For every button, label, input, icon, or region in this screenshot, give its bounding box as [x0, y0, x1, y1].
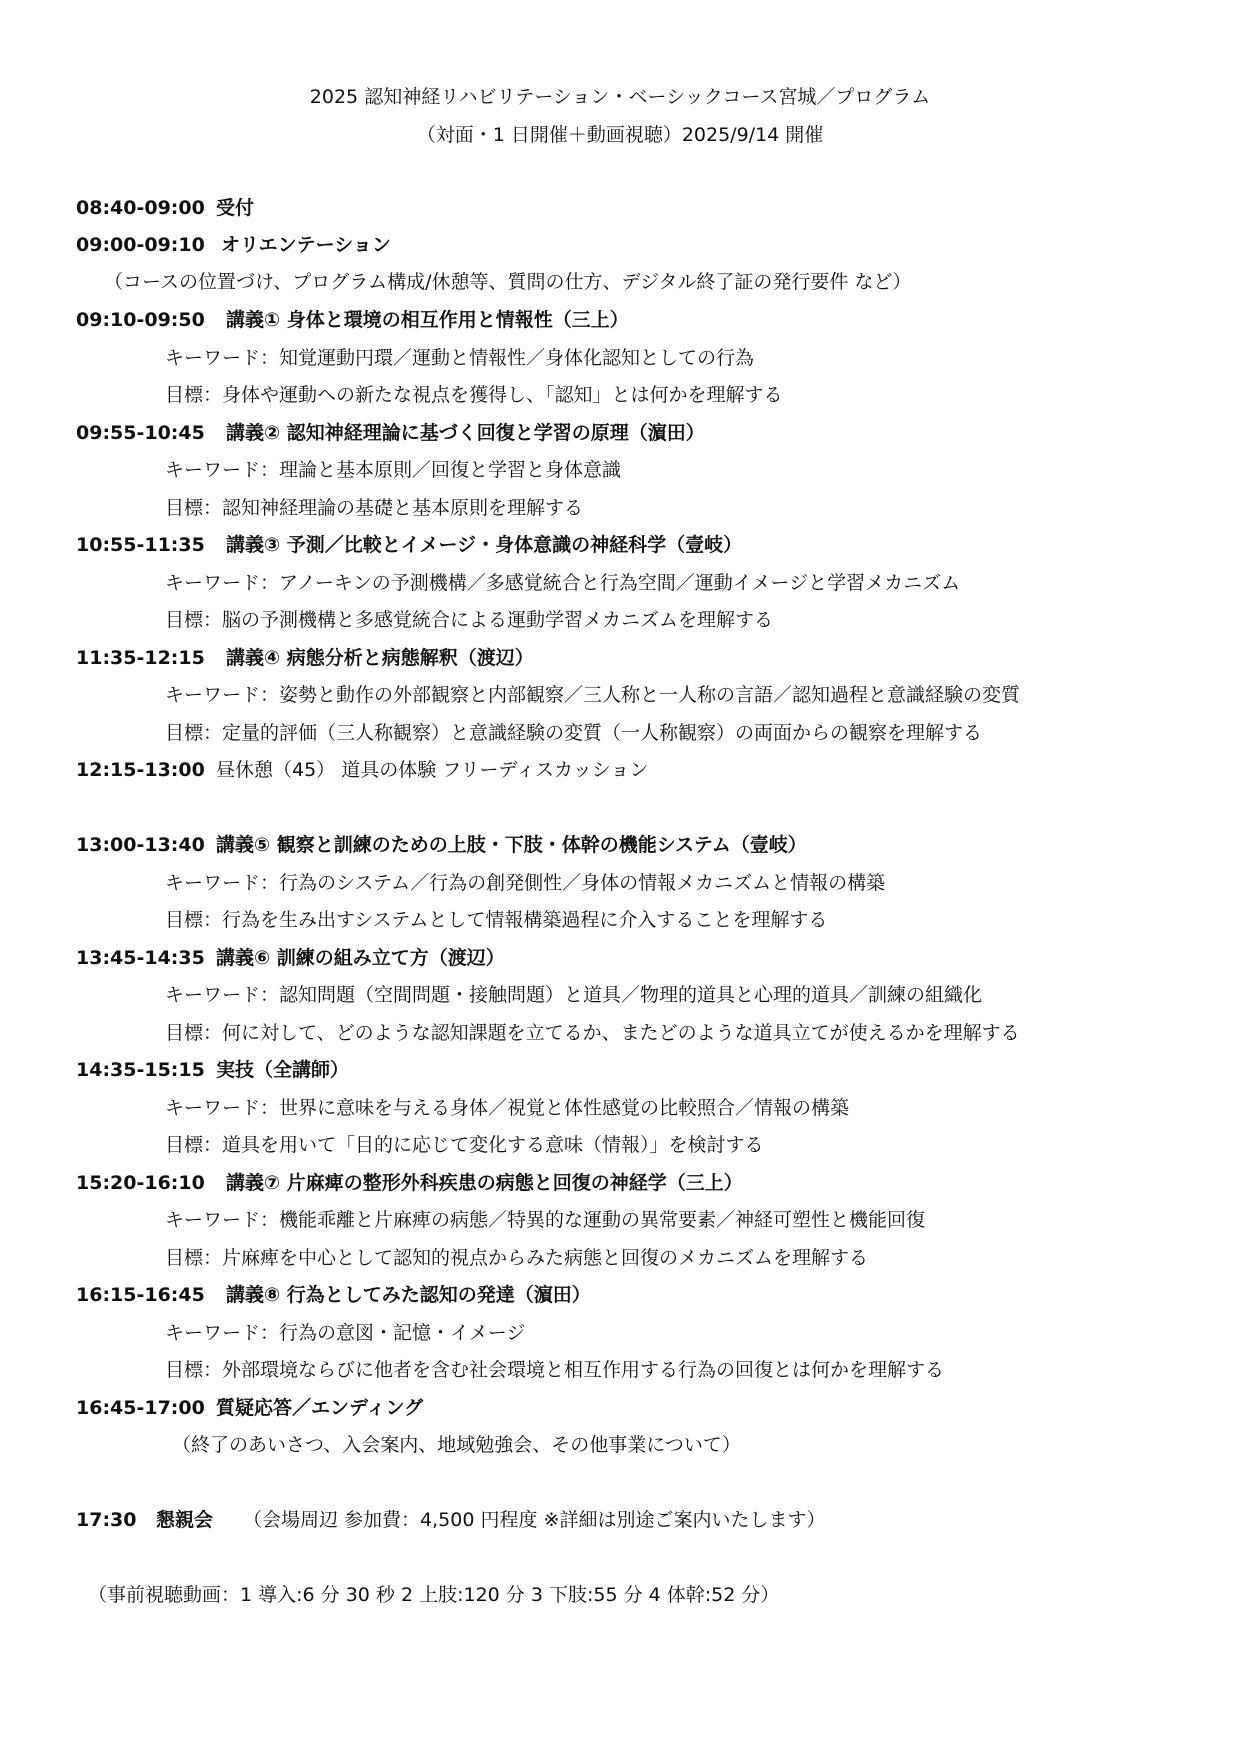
schedule-label: 講義① 身体と環境の相互作用と情報性（三上）: [226, 309, 629, 331]
schedule-label: 講義③ 予測／比較とイメージ・身体意識の神経科学（壹岐）: [226, 534, 743, 556]
schedule-label: オリエンテーション: [221, 234, 391, 256]
schedule-label: 講義② 認知神経理論に基づく回復と学習の原理（濵田）: [226, 422, 705, 444]
lecture-7-keywords: キーワード：機能乖離と片麻痺の病態／特異的な運動の異常要素／神経可塑性と機能回復: [165, 1209, 926, 1231]
party-note: （会場周辺 参加費：4,500 円程度 ※詳細は別途ご案内いたします）: [243, 1509, 826, 1531]
schedule-row-lecture-4: [76, 646, 534, 670]
lecture-2-keywords: キーワード：理論と基本原則／回復と学習と身体意識: [165, 459, 622, 481]
schedule-time: 13:00-13:40: [76, 834, 205, 856]
party-time: 17:30: [76, 1509, 137, 1531]
schedule-row-lecture-7: [76, 1171, 743, 1195]
lecture-2-goal: 目標：認知神経理論の基礎と基本原則を理解する: [165, 497, 584, 519]
ending-note: （終了のあいさつ、入会案内、地域勉強会、その他事業について）: [172, 1434, 741, 1456]
schedule-time: 14:35-15:15: [76, 1059, 205, 1081]
lecture-1-keywords: キーワード：知覚運動円環／運動と情報性／身体化認知としての行為: [165, 347, 755, 369]
schedule-label: 質疑応答／エンディング: [216, 1397, 424, 1419]
schedule-label: 受付: [216, 197, 255, 219]
lecture-6-keywords: キーワード：認知問題（空間問題・接触問題）と道具／物理的道具と心理的道具／訓練の組織化: [165, 984, 983, 1006]
schedule-time: 10:55-11:35: [76, 534, 205, 556]
schedule-time: 16:45-17:00: [76, 1397, 205, 1419]
lecture-1-goal: 目標：身体や運動への新たな視点を獲得し、「認知」とは何かを理解する: [165, 384, 783, 406]
party-row: [76, 1508, 825, 1532]
practical-goal: 目標：道具を用いて「目的に応じて変化する意味（情報）」を検討する: [165, 1134, 764, 1156]
video-footer-note: （事前視聴動画：1 導入:6 分 30 秒 2 上肢:120 分 3 下肢:55 分 4 体幹:52 分）: [88, 1584, 780, 1606]
practical-keywords: キーワード：世界に意味を与える身体／視覚と体性感覚の比較照合／情報の構築: [165, 1097, 850, 1119]
schedule-row-lecture-2: [76, 421, 705, 445]
schedule-row-lecture-5: [76, 833, 807, 857]
schedule-row-orientation: [76, 233, 391, 257]
lecture-4-keywords: キーワード：姿勢と動作の外部観察と内部観察／三人称と一人称の言語／認知過程と意識経験の変質: [165, 684, 1021, 706]
schedule-label: 昼休憩（45） 道具の体験 フリーディスカッション: [216, 759, 649, 781]
document-subtitle: （対面・1 日開催＋動画視聴）2025/9/14 開催: [416, 124, 824, 146]
lecture-3-goal: 目標：脳の予測機構と多感覚統合による運動学習メカニズムを理解する: [165, 609, 774, 631]
party-label: 懇親会: [156, 1509, 214, 1531]
lecture-6-goal: 目標：何に対して、どのような認知課題を立てるか、またどのような道具立てが使えるかを理解する: [165, 1022, 1020, 1044]
schedule-row-practical: [76, 1058, 349, 1082]
schedule-time: 09:55-10:45: [76, 422, 205, 444]
schedule-label: 講義⑤ 観察と訓練のための上肢・下肢・体幹の機能システム（壹岐）: [216, 834, 807, 856]
schedule-time: 09:10-09:50: [76, 309, 205, 331]
schedule-row-lunch-break: [76, 758, 648, 782]
schedule-label: 講義⑦ 片麻痺の整形外科疾患の病態と回復の神経学（三上）: [226, 1172, 743, 1194]
schedule-label: 講義⑥ 訓練の組み立て方（渡辺）: [216, 947, 505, 969]
schedule-row-lecture-3: [76, 533, 742, 557]
lecture-7-goal: 目標：片麻痺を中心として認知的視点からみた病態と回復のメカニズムを理解する: [165, 1247, 869, 1269]
schedule-label: 講義④ 病態分析と病態解釈（渡辺）: [226, 647, 534, 669]
schedule-label: 講義⑧ 行為としてみた認知の発達（濵田）: [226, 1284, 591, 1306]
lecture-3-keywords: キーワード：アノーキンの予測機構／多感覚統合と行為空間／運動イメージと学習メカニズム: [165, 572, 961, 594]
schedule-row-qa-ending: [76, 1396, 423, 1420]
lecture-5-keywords: キーワード：行為のシステム／行為の創発側性／身体の情報メカニズムと情報の構築: [165, 872, 886, 894]
lecture-4-goal: 目標：定量的評価（三人称観察）と意識経験の変質（一人称観察）の両面からの観察を理解する: [165, 722, 983, 744]
schedule-time: 09:00-09:10: [76, 234, 205, 256]
schedule-time: 15:20-16:10: [76, 1172, 205, 1194]
document-title: 2025 認知神経リハビリテーション・ベーシックコース宮城／プログラム: [309, 86, 931, 108]
schedule-time: 08:40-09:00: [76, 197, 205, 219]
schedule-row-reception: [76, 196, 254, 220]
schedule-row-lecture-8: [76, 1283, 591, 1307]
schedule-time: 11:35-12:15: [76, 647, 205, 669]
schedule-time: 12:15-13:00: [76, 759, 205, 781]
schedule-row-lecture-1: [76, 308, 629, 332]
schedule-time: 13:45-14:35: [76, 947, 205, 969]
schedule-row-lecture-6: [76, 946, 505, 970]
orientation-note: （コースの位置づけ、プログラム構成/休憩等、質問の仕方、デジタル終了証の発行要件 など）: [104, 271, 912, 293]
lecture-5-goal: 目標：行為を生み出すシステムとして情報構築過程に介入することを理解する: [165, 909, 828, 931]
lecture-8-goal: 目標：外部環境ならびに他者を含む社会環境と相互作用する行為の回復とは何かを理解する: [165, 1359, 945, 1381]
schedule-label: 実技（全講師）: [216, 1059, 350, 1081]
lecture-8-keywords: キーワード：行為の意図・記憶・イメージ: [165, 1322, 526, 1344]
schedule-time: 16:15-16:45: [76, 1284, 205, 1306]
